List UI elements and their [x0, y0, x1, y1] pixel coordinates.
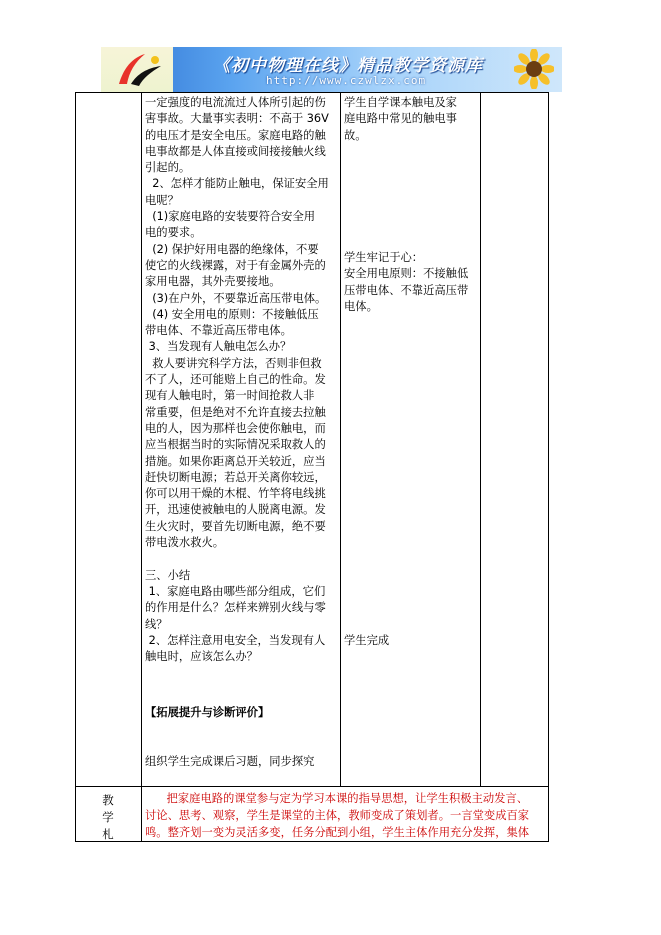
content-line: 电的要求。	[145, 226, 202, 240]
student-activity-2	[344, 250, 482, 315]
site-banner	[101, 47, 562, 92]
row-divider	[75, 786, 549, 787]
student-line: 安全用电原则：不接触低	[344, 267, 469, 281]
banner-url[interactable]: http://www.czwlzx.com	[266, 74, 427, 87]
content-line: 电的人，因为那样也会使你触电，而	[145, 421, 326, 435]
content-line: 2、怎样才能防止触电，保证安全用	[145, 177, 329, 191]
student-line: 故。	[344, 128, 367, 142]
content-line: (1)家庭电路的安装要符合安全用	[145, 210, 316, 224]
content-line	[145, 551, 340, 567]
content-line: 你可以用干燥的木棍、竹竿将电线挑	[145, 487, 326, 501]
content-line: 的作用是什么？怎样来辨别火线与零	[145, 601, 326, 615]
content-line: 使它的火线裸露，对于有金属外壳的	[145, 258, 326, 272]
student-line: 压带电体、不靠近高压带	[344, 283, 469, 297]
reflection-label-char: 学	[102, 810, 114, 824]
banner-title: 《初中物理在线》精品教学资源库	[213, 56, 483, 76]
content-line: 赶快切断电源；若总开关离你较远，	[145, 470, 326, 484]
table-border-right	[548, 92, 549, 842]
student-line: 庭电路中常见的触电事	[344, 112, 457, 126]
content-line: 现有人触电时，第一时间抢救人非	[145, 389, 315, 403]
content-line: 带电泼水救火。	[145, 536, 225, 550]
content-line: 电呢？	[145, 193, 179, 207]
content-line: 应当根据当时的实际情况采取救人的	[145, 438, 326, 452]
col-divider	[340, 92, 341, 786]
reflection-label-char: 札	[102, 827, 114, 841]
table-border-top	[75, 92, 549, 93]
col-divider	[480, 92, 481, 786]
student-line: 学生牢记于心：	[344, 251, 424, 264]
content-line: 家用电器，其外壳要接地。	[145, 275, 281, 289]
reflection-line: 讨论、思考、观察，学生是课堂的主体，教师变成了策划者。一言堂变成百家	[145, 809, 530, 822]
student-activity-1	[344, 95, 482, 144]
content-line: 不了人，还可能赔上自己的性命。发	[145, 373, 326, 387]
content-line: 救人要讲究科学方法，否则非但救	[145, 356, 322, 370]
table-border-left	[75, 92, 76, 842]
content-line: 生火灾时，要首先切断电源，绝不要	[145, 519, 326, 533]
student-line: 学生自学课本触电及家	[344, 96, 457, 109]
reflection-text	[145, 790, 547, 841]
content-line: 开，迅速使被触电的人脱离电源。发	[145, 503, 326, 517]
content-line: 一定强度的电流流过人体所引起的伤	[145, 96, 326, 109]
content-line: 1、家庭电路由哪些部分组成，它们	[145, 584, 326, 598]
content-line: 措施。如果你距离总开关较近，应当	[145, 454, 326, 468]
content-line: 引起的。	[145, 161, 191, 175]
content-line: (2) 保护好用电器的绝缘体，不要	[145, 242, 319, 256]
content-line: 害事故。大量事实表明：不高于 36V	[145, 112, 329, 126]
teaching-content-cell	[145, 95, 340, 665]
content-line: 3、当发现有人触电怎么办？	[145, 340, 292, 354]
reflection-label	[75, 789, 141, 843]
content-line: 电事故都是人体直接或间接接触火线	[145, 144, 326, 158]
site-logo-icon	[111, 50, 171, 90]
sunflower-icon	[514, 49, 554, 89]
table-border-bottom	[75, 841, 549, 842]
content-line: 带电体、不靠近高压带电体。	[145, 324, 292, 338]
col-divider	[141, 92, 142, 842]
content-line: (4) 安全用电的原则：不接触低压	[145, 307, 319, 321]
reflection-line: 把家庭电路的课堂参与定为学习本课的指导思想，让学生积极主动发言、	[145, 792, 529, 805]
content-line: 线？	[145, 617, 168, 631]
reflection-line: 鸣。整齐划一变为灵活多变，任务分配到小组，学生主体作用充分发挥，集体	[145, 826, 530, 839]
content-line: 2、怎样注意用电安全，当发现有人	[145, 633, 326, 647]
content-line: 常重要，但是绝对不允许直接去拉触	[145, 405, 326, 419]
logo-block	[101, 47, 173, 92]
content-line: 触电时，应该怎么办？	[145, 650, 258, 664]
student-activity-3: 学生完成	[344, 634, 390, 647]
assignment-text: 组织学生完成课后习题，同步探究	[145, 755, 315, 768]
content-line: (3)在户外，不要靠近高压带电体。	[145, 291, 327, 305]
content-line: 三、小结	[145, 568, 191, 582]
student-line: 电体。	[344, 299, 378, 313]
reflection-label-char: 教	[102, 793, 114, 807]
extension-label: 【拓展提升与诊断评价】	[145, 706, 270, 719]
content-line: 的电压才是安全电压。家庭电路的触	[145, 128, 326, 142]
